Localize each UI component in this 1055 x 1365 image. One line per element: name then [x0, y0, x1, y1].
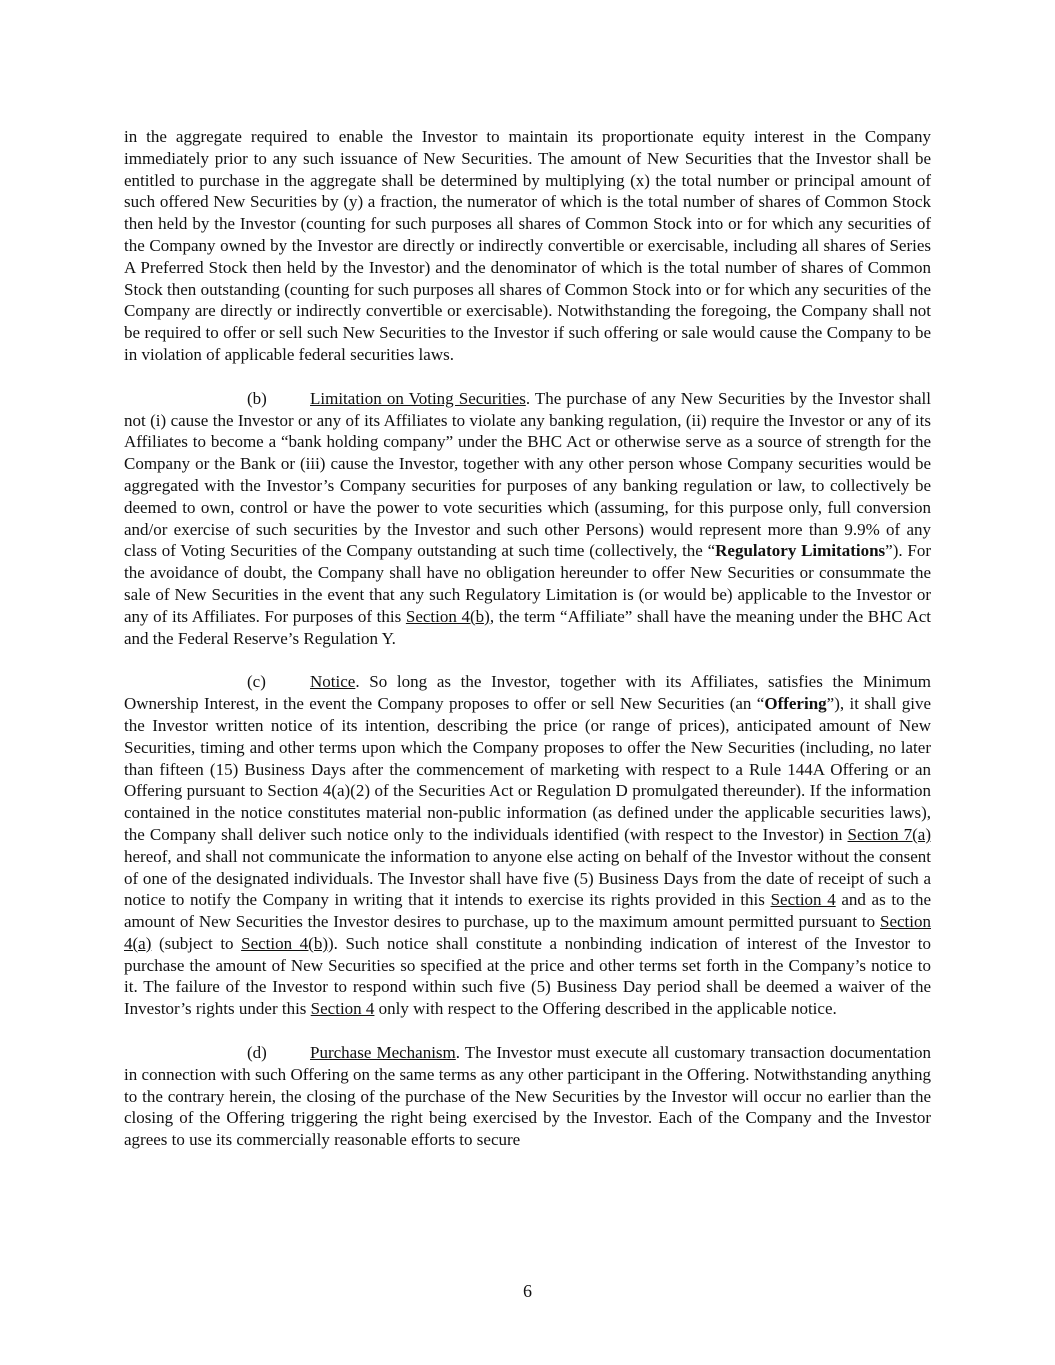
section-c-text: (subject to [151, 933, 242, 953]
section-d-label: (d) [247, 1043, 267, 1063]
section-d-paragraph [124, 1042, 931, 1151]
section-b-paragraph [124, 388, 931, 650]
section-c-reference: Section 4(a) [124, 912, 931, 953]
section-b-reference: Section 4(b) [405, 606, 490, 626]
section-b-defined-term: Regulatory Limitations [715, 541, 886, 561]
section-c-heading: Notice [310, 672, 356, 692]
paragraph-a-continued: in the aggregate required to enable the Investor to maintain its proportionate equity interest in the Company immediately prior to any such issuance of New Securities. The amount of New Securities that the Investor shall be entitled to purchase in the aggregate shall be determined by multiplying (x) the total number or principal amount of such offered New Securities by (y) a fraction, the numerator of which is the total number of shares of Common Stock then held by the Investor (counting for such purposes all shares of Common Stock into or for which any securities of the Company owned by the Investor are directly or indirectly convertible or exercisable, including all shares of Series A Preferred Stock then held by the Investor) and the denominator of which is the total number of shares of Common Stock then outstanding (counting for such purposes all shares of Common Stock into or for which any securities of the Company are directly or indirectly convertible or exercisable). Notwithstanding the foregoing, the Company shall not be required to offer or sell such New Securities to the Investor if such offering or sale would cause the Company to be in violation of applicable federal securities laws. [124, 127, 931, 364]
section-d-heading: Purchase Mechanism [310, 1043, 456, 1063]
section-b-text: . The purchase of any New Securities by the Investor shall not (i) cause the Investor or any of its Affiliates to violate any banking regulation, (ii) require the Investor or any of its Affiliates to become a “bank holding company” under the BHC Act or otherwise serve as a source of strength for the Company or the Bank or (iii) cause the Investor, together with any other person whose Company securities would be aggregated with the Investor’s Company securities for purposes of any banking regulation or law, to collectively be deemed to own, control or have the power to vote securities which (assuming, for this purpose only, full conversion and/or exercise of such securities by the Investor and such other Persons) would represent more than 9.9% of any class of Voting Securities of the Company outstanding at such time (collectively, the “ [124, 388, 932, 561]
section-c-reference: Section 4 [310, 999, 375, 1019]
page-number: 6 [523, 1281, 532, 1301]
section-c-text: only with respect to the Offering described in the applicable notice. [374, 999, 837, 1019]
section-c-reference: Section 4 [770, 890, 836, 910]
section-c-text: hereof, and shall not communicate the information to anyone else acting on behalf of the Investor without the consent of one of the designated individuals. The Investor shall have five (5) Business Days from the date of receipt of such a notice to notify the Company in writing that it intends to exercise its rights provided in this [124, 846, 931, 910]
section-b-label: (b) [247, 388, 267, 408]
section-c-defined-term: Offering [764, 694, 827, 714]
section-c-reference: Section 4(b) [241, 933, 328, 953]
section-c-text: ). Such notice shall constitute a nonbinding indication of interest of the Investor to purchase the amount of New Securities so specified at the price and other terms set forth in the Company’s notice to it. The failure of the Investor to respond within such five (5) Business Day period shall be deemed a waiver of the Investor’s rights under this [124, 933, 931, 1019]
section-c-text: . So long as the Investor, together with its Affiliates, satisfies the Minimum Ownership Interest, in the event the Company proposes to offer or sell New Securities (an “ [124, 672, 931, 714]
section-c-reference: Section 7(a) [847, 824, 931, 844]
document-page [124, 126, 931, 1173]
section-c-paragraph [124, 671, 931, 1020]
section-b-heading: Limitation on Voting Securities [310, 388, 526, 408]
section-c-label: (c) [247, 672, 266, 692]
section-c-text: and as to the amount of New Securities the Investor desires to purchase, up to the maximum amount permitted pursuant to [124, 890, 931, 932]
section-d-text: . The Investor must execute all customary transaction documentation in connection with such Offering on the same terms as any other participant in the Offering. Notwithstanding anything to the contrary herein, the closing of the purchase of the New Securities by the Investor will occur no earlier than the closing of the Offering triggering the right being exercised by the Investor. Each of the Company and the Investor agrees to use its commercially reasonable efforts to secure [124, 1043, 931, 1150]
section-b-text: , the term “Affiliate” shall have the meaning under the BHC Act and the Federal Reserve’s Regulation Y. [124, 606, 931, 648]
section-c-text: ”), it shall give the Investor written notice of its intention, describing the price (or range of prices), anticipated amount of New Securities, timing and other terms upon which the Company proposes to offer the New Securities (including, no later than fifteen (15) Business Days after the commencement of marketing with respect to a Rule 144A Offering or an Offering pursuant to Section 4(a)(2) of the Securities Act or Regulation D promulgated thereunder). If the information contained in the notice constitutes material non-public information (as defined under the applicable securities laws), the Company shall deliver such notice only to the individuals identified (with respect to the Investor) in [124, 694, 932, 844]
section-b-text: ”). For the avoidance of doubt, the Company shall have no obligation hereunder to offer New Securities or consummate the sale of New Securities in the event that any such Regulatory Limitation is (or would be) applicable to the Investor or any of its Affiliates. For purposes of this [124, 541, 931, 626]
